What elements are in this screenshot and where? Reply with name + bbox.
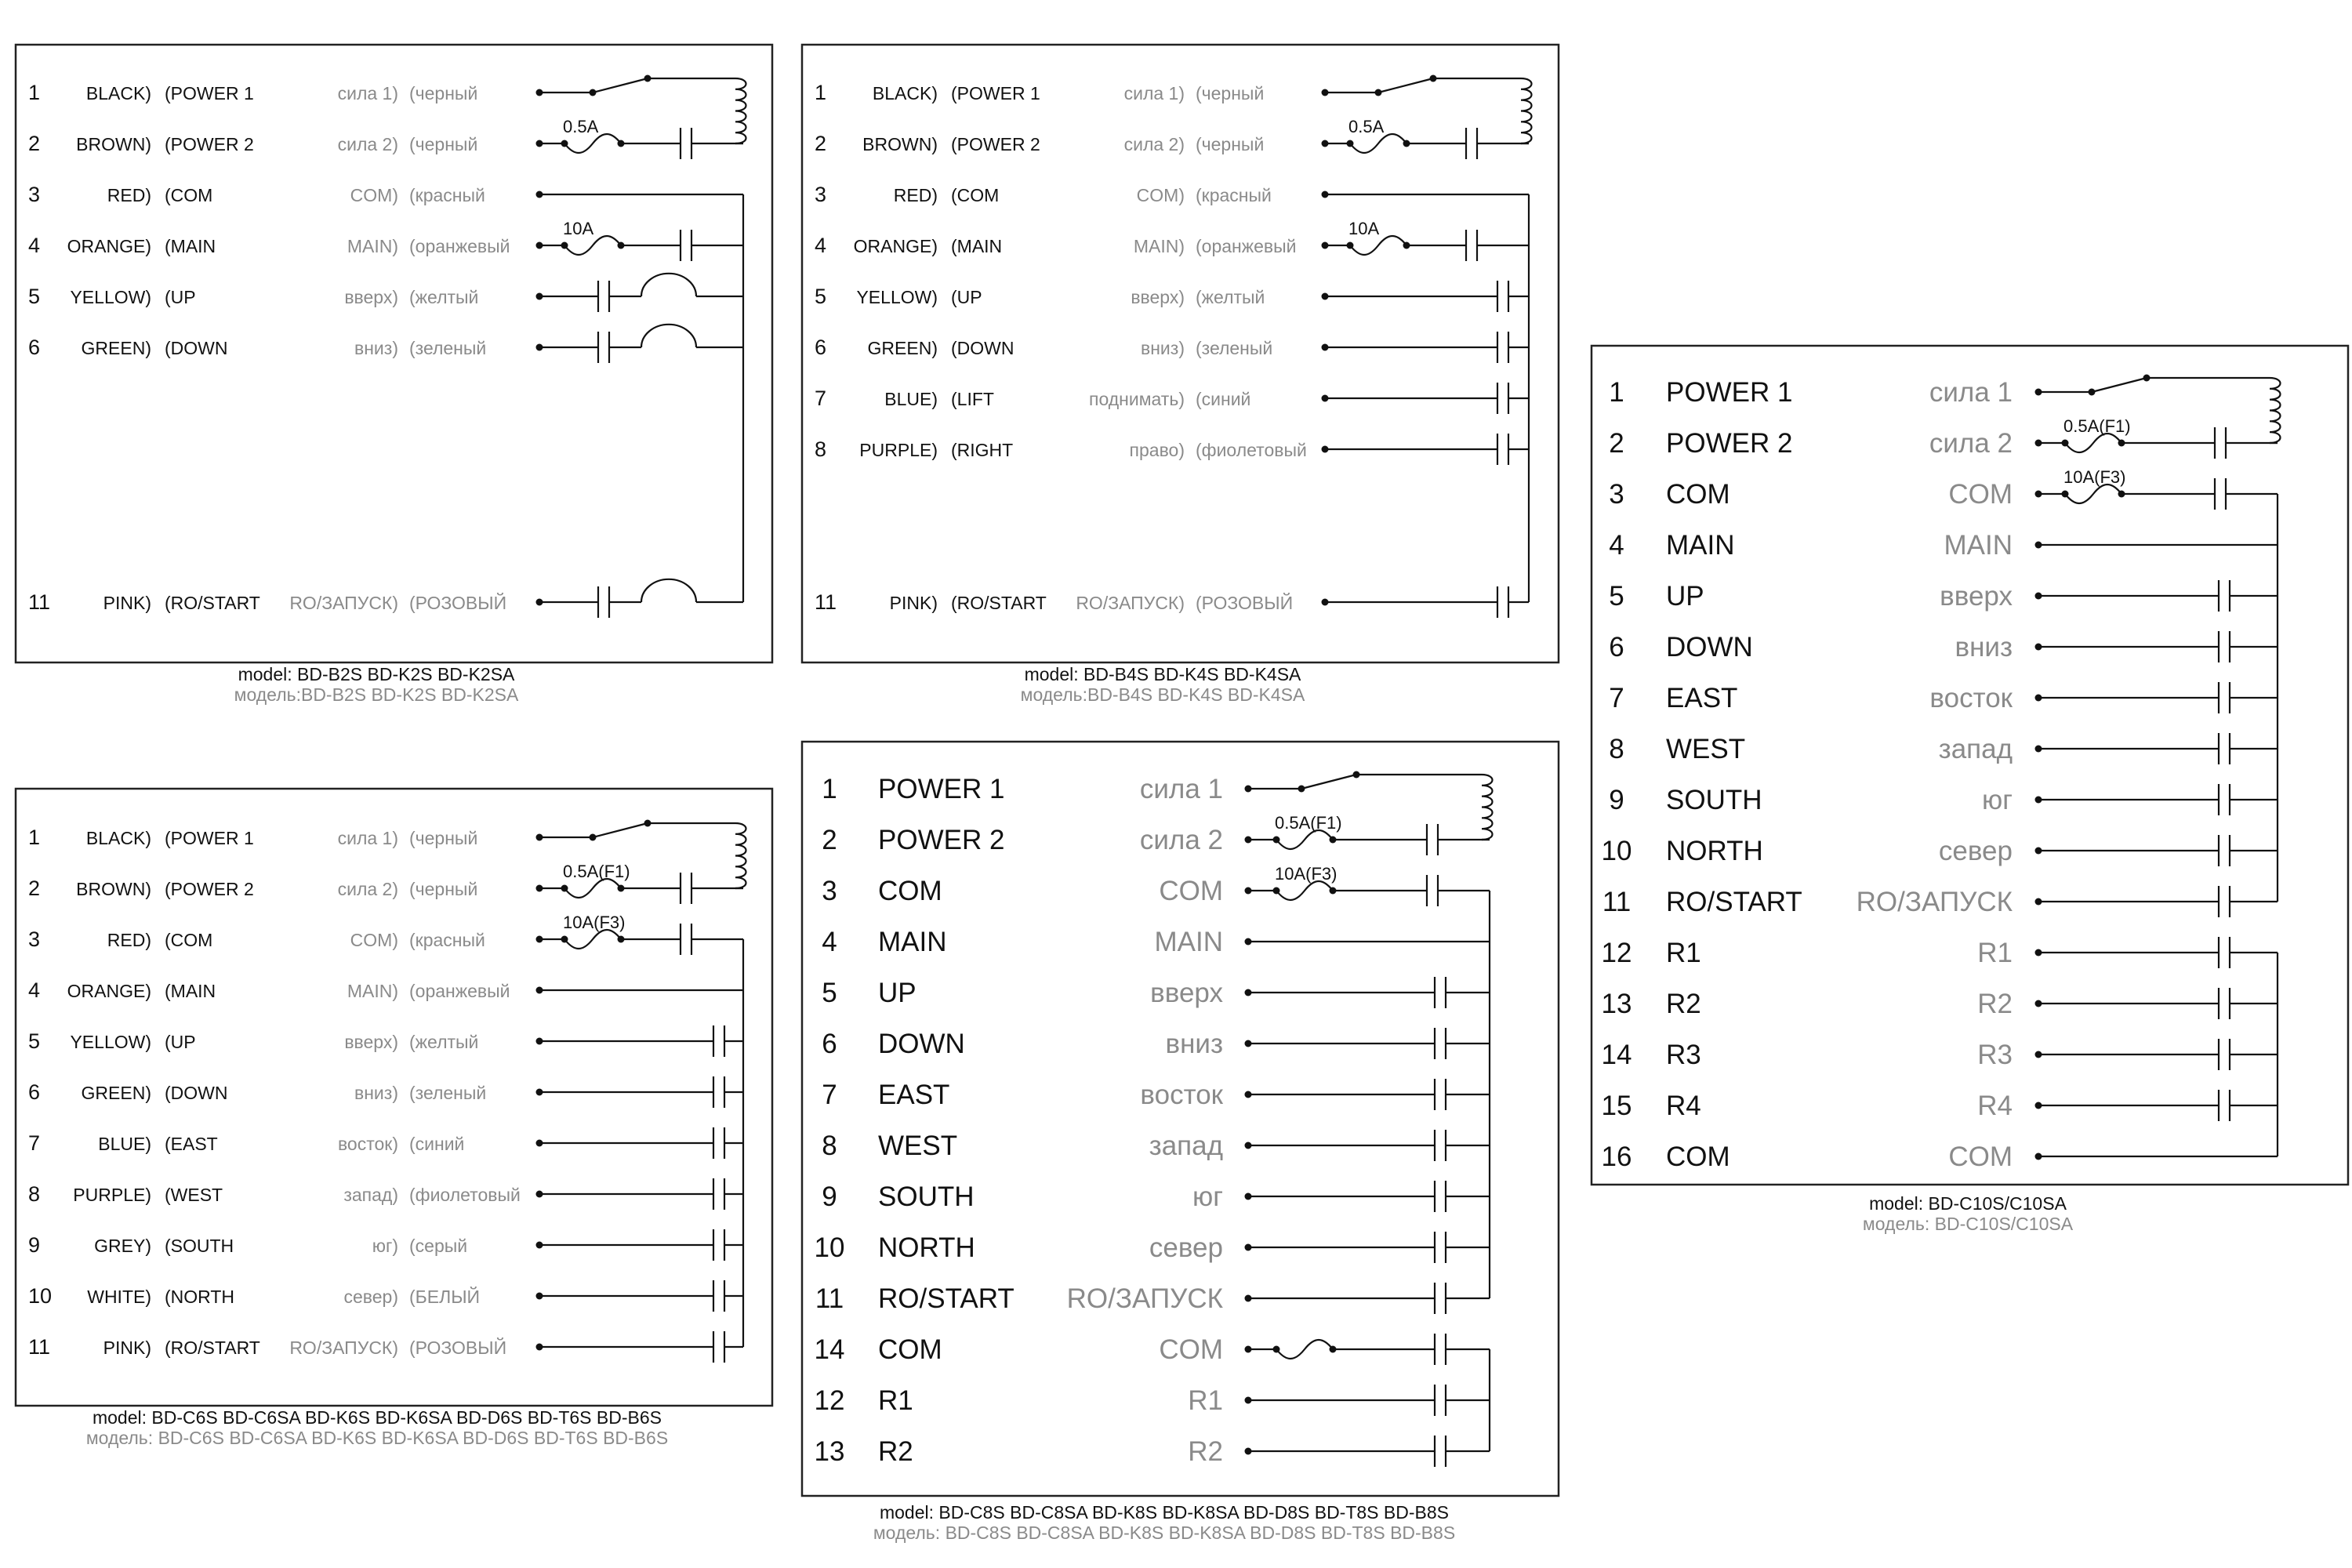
pin-number: 3	[28, 183, 41, 206]
function-label: MAIN	[878, 927, 947, 957]
wire-color-label-ru: (фиолетовый	[1196, 440, 1307, 460]
function-label-ru: MAIN)	[347, 236, 398, 256]
function-label: (POWER 2	[951, 134, 1040, 154]
pin-number: 8	[815, 437, 827, 461]
model-caption-ru: модель: BD-C8S BD-C8SA BD-K8S BD-K8SA BD-D8S BD-T8S BD-B8S	[873, 1523, 1456, 1543]
pin-number: 5	[28, 285, 41, 308]
model-caption-ru: модель: BD-C10S/C10SA	[1862, 1214, 2074, 1234]
function-label-ru: сила 2	[1929, 428, 2013, 459]
function-label-ru: RO/ЗАПУСК	[1066, 1283, 1223, 1314]
pin-number: 6	[1609, 632, 1624, 662]
function-label: DOWN	[1666, 632, 1753, 662]
pin-number: 4	[28, 234, 41, 257]
wire-color-label-ru: (желтый	[1196, 287, 1265, 307]
wire-color-label-ru: (красный	[409, 930, 485, 950]
wire-color-label-ru: (фиолетовый	[409, 1185, 521, 1205]
function-label: R1	[878, 1385, 913, 1416]
pin-number: 5	[822, 978, 837, 1008]
pin-number: 4	[28, 978, 41, 1002]
function-label-ru: сила 2)	[337, 134, 398, 154]
function-label: (UP	[165, 1032, 196, 1052]
wire-color-label: ORANGE)	[67, 981, 151, 1001]
fuse-rating-label: 0.5A	[1348, 117, 1385, 136]
wire-color-label: BLACK)	[85, 83, 151, 103]
pin-number: 1	[28, 81, 41, 104]
wire-color-label: BROWN)	[862, 134, 938, 154]
function-label: (POWER 2	[165, 134, 254, 154]
function-label: (COM	[165, 930, 213, 950]
pin-number: 12	[1601, 938, 1632, 968]
wire-color-label-ru: (зеленый	[1196, 338, 1273, 358]
pin-number: 3	[28, 927, 41, 951]
fuse-rating-label: 10A	[1348, 219, 1380, 238]
function-label-ru: вниз)	[354, 1083, 398, 1103]
wire-color-label: PINK)	[103, 593, 151, 613]
pin-number: 7	[28, 1131, 41, 1155]
function-label-ru: R2	[1977, 989, 2013, 1019]
wire-color-label-ru: (желтый	[409, 287, 479, 307]
function-label-ru: R4	[1977, 1091, 2013, 1121]
function-label: (UP	[165, 287, 196, 307]
function-label: EAST	[878, 1080, 950, 1110]
function-label-ru: право)	[1129, 440, 1185, 460]
function-label-ru: вниз	[1165, 1029, 1223, 1059]
function-label: NORTH	[1666, 836, 1763, 866]
model-caption: model: BD-C6S BD-C6SA BD-K6S BD-K6SA BD-D6S BD-T6S BD-B6S	[92, 1407, 662, 1428]
function-label-ru: MAIN	[1154, 927, 1223, 957]
function-label-ru: R3	[1977, 1040, 2013, 1070]
fuse-rating-label: 0.5A(F1)	[563, 862, 630, 881]
function-label-ru: сила 2	[1139, 825, 1223, 855]
wire-color-label-ru: (зеленый	[409, 1083, 487, 1103]
function-label-ru: сила 2)	[337, 879, 398, 899]
pin-number: 11	[815, 590, 837, 614]
pin-number: 5	[1609, 581, 1624, 612]
wire-color-label: PINK)	[889, 593, 938, 613]
function-label-ru: восток)	[337, 1134, 398, 1154]
pin-number: 16	[1601, 1142, 1632, 1172]
function-label: UP	[1666, 581, 1704, 612]
pin-number: 6	[815, 336, 827, 359]
pin-number: 11	[28, 590, 51, 614]
model-caption: model: BD-B4S BD-K4S BD-K4SA	[1024, 664, 1301, 684]
fuse-rating-label: 0.5A	[563, 117, 599, 136]
pin-number: 8	[822, 1131, 837, 1161]
wire-color-label: YELLOW)	[856, 287, 938, 307]
function-label-ru: COM	[1159, 876, 1223, 906]
function-label-ru: R1	[1188, 1385, 1223, 1416]
function-label: COM	[878, 1334, 942, 1365]
pin-number: 2	[28, 877, 41, 900]
function-label-ru: сила 1)	[1123, 83, 1185, 103]
pin-number: 14	[814, 1334, 845, 1365]
wire-color-label-ru: (РОЗОВЫЙ	[1196, 593, 1294, 613]
function-label: (UP	[951, 287, 982, 307]
wire-color-label: YELLOW)	[70, 1032, 151, 1052]
function-label: R2	[1666, 989, 1701, 1019]
wire-color-label-ru: (красный	[409, 185, 485, 205]
wire-color-label: PURPLE)	[859, 440, 938, 460]
pin-number: 2	[1609, 428, 1624, 459]
function-label: (MAIN	[165, 236, 216, 256]
function-label: (POWER 1	[951, 83, 1040, 103]
model-caption-ru: модель: BD-C6S BD-C6SA BD-K6S BD-K6SA BD-D6S BD-T6S BD-B6S	[85, 1428, 669, 1448]
pin-number: 15	[1601, 1091, 1632, 1121]
pin-number: 1	[822, 774, 837, 804]
pin-number: 9	[28, 1233, 41, 1257]
pin-number: 8	[1609, 734, 1624, 764]
function-label-ru: восток	[1929, 683, 2013, 713]
wire-color-label-ru: (красный	[1196, 185, 1272, 205]
function-label: (NORTH	[165, 1287, 235, 1307]
wire-color-label-ru: (черный	[1196, 134, 1265, 154]
wire-color-label: RED)	[107, 185, 151, 205]
wire-color-label: RED)	[107, 930, 151, 950]
function-label-ru: юг	[1981, 785, 2013, 815]
fuse-rating-label: 10A	[563, 219, 594, 238]
pin-number: 10	[28, 1284, 53, 1308]
function-label-ru: юг)	[372, 1236, 398, 1256]
function-label: (DOWN	[165, 338, 228, 358]
function-label: UP	[878, 978, 916, 1008]
pin-number: 1	[28, 826, 41, 849]
function-label: SOUTH	[878, 1181, 975, 1212]
wire-color-label: GREEN)	[867, 338, 938, 358]
function-label-ru: вниз)	[1141, 338, 1185, 358]
function-label-ru: вверх)	[344, 1032, 398, 1052]
pin-number: 3	[1609, 479, 1624, 510]
function-label: WEST	[878, 1131, 958, 1161]
function-label-ru: R2	[1188, 1436, 1223, 1467]
function-label-ru: COM)	[350, 185, 398, 205]
pin-number: 4	[822, 927, 837, 957]
function-label-ru: восток	[1140, 1080, 1223, 1110]
function-label: (RO/START	[951, 593, 1047, 613]
function-label-ru: MAIN	[1944, 530, 2013, 561]
fuse-rating-label: 0.5A(F1)	[1275, 813, 1342, 833]
function-label: R1	[1666, 938, 1701, 968]
wire-color-label: RED)	[893, 185, 938, 205]
function-label: (LIFT	[951, 389, 994, 409]
wire-color-label-ru: (черный	[1196, 83, 1265, 103]
function-label: (RO/START	[165, 593, 260, 613]
wire-color-label: ORANGE)	[67, 236, 151, 256]
wire-color-label-ru: (черный	[409, 828, 478, 848]
function-label: (SOUTH	[165, 1236, 234, 1256]
pin-number: 13	[1601, 989, 1632, 1019]
pin-number: 3	[815, 183, 827, 206]
function-label-ru: RO/ЗАПУСК)	[289, 1338, 398, 1358]
function-label: RO/START	[878, 1283, 1014, 1314]
wire-color-label-ru: (черный	[409, 134, 478, 154]
wire-color-label-ru: (синий	[409, 1134, 465, 1154]
panel-b4s	[802, 45, 1559, 662]
panel-c6s	[16, 789, 772, 1406]
function-label: EAST	[1666, 683, 1738, 713]
wire-color-label: BLUE)	[98, 1134, 151, 1154]
function-label: COM	[1666, 1142, 1730, 1172]
function-label: POWER 1	[878, 774, 1005, 804]
function-label-ru: MAIN)	[1133, 236, 1185, 256]
pin-number: 4	[815, 234, 827, 257]
function-label-ru: сила 1)	[337, 83, 398, 103]
pin-number: 1	[1609, 377, 1624, 408]
fuse-rating-label: 10A(F3)	[1275, 864, 1338, 884]
wire-color-label: BROWN)	[76, 134, 151, 154]
model-caption: model: BD-C10S/C10SA	[1869, 1193, 2067, 1214]
function-label-ru: COM)	[350, 930, 398, 950]
panel-border	[1592, 346, 2348, 1185]
wire-color-label: BLACK)	[872, 83, 938, 103]
wire-color-label-ru: (черный	[409, 879, 478, 899]
wire-color-label-ru: (синий	[1196, 389, 1251, 409]
model-caption-ru: модель:BD-B4S BD-K4S BD-K4SA	[1020, 684, 1305, 705]
wire-color-label-ru: (БЕЛЫЙ	[409, 1287, 481, 1307]
function-label: (DOWN	[165, 1083, 228, 1103]
function-label-ru: север	[1149, 1232, 1223, 1263]
pin-number: 9	[822, 1181, 837, 1212]
function-label-ru: COM	[1948, 479, 2013, 510]
function-label: (POWER 1	[165, 83, 254, 103]
wire-color-label: PURPLE)	[73, 1185, 151, 1205]
pin-number: 8	[28, 1182, 41, 1206]
pin-number: 6	[28, 1080, 41, 1104]
function-label-ru: вверх)	[344, 287, 398, 307]
model-caption-ru: модель:BD-B2S BD-K2S BD-K2SA	[234, 684, 519, 705]
panel-b2s	[16, 45, 772, 662]
wire-color-label: PINK)	[103, 1338, 151, 1358]
function-label: (WEST	[165, 1185, 223, 1205]
function-label: POWER 2	[878, 825, 1005, 855]
wire-color-label-ru: (оранжевый	[409, 981, 510, 1001]
function-label-ru: сила 1	[1929, 377, 2013, 408]
function-label: (DOWN	[951, 338, 1014, 358]
function-label: SOUTH	[1666, 785, 1762, 815]
function-label: (RIGHT	[951, 440, 1014, 460]
function-label-ru: запад	[1938, 734, 2013, 764]
function-label: MAIN	[1666, 530, 1735, 561]
fuse-rating-label: 10A(F3)	[563, 913, 626, 932]
function-label-ru: вверх)	[1131, 287, 1185, 307]
function-label: RO/START	[1666, 887, 1802, 917]
function-label: (COM	[951, 185, 1000, 205]
function-label: (POWER 1	[165, 828, 254, 848]
pin-number: 3	[822, 876, 837, 906]
function-label-ru: запад)	[343, 1185, 398, 1205]
wire-color-label: BLACK)	[85, 828, 151, 848]
function-label-ru: вверх	[1940, 581, 2013, 612]
function-label-ru: RO/ЗАПУСК	[1856, 887, 2013, 917]
function-label: R3	[1666, 1040, 1701, 1070]
pin-number: 5	[815, 285, 827, 308]
fuse-rating-label: 0.5A(F1)	[2063, 416, 2131, 436]
function-label-ru: R1	[1977, 938, 2013, 968]
function-label: POWER 1	[1666, 377, 1793, 408]
function-label-ru: вниз	[1955, 632, 2013, 662]
function-label-ru: COM)	[1136, 185, 1185, 205]
panel-c8s	[802, 742, 1559, 1496]
wire-color-label: GREY)	[94, 1236, 151, 1256]
fuse-rating-label: 10A(F3)	[2063, 467, 2126, 487]
function-label: (MAIN	[165, 981, 216, 1001]
function-label-ru: сила 2)	[1123, 134, 1185, 154]
pin-number: 10	[1601, 836, 1632, 866]
function-label-ru: COM	[1159, 1334, 1223, 1365]
wire-color-label: BLUE)	[884, 389, 938, 409]
wire-color-label-ru: (желтый	[409, 1032, 479, 1052]
pin-number: 4	[1609, 530, 1624, 561]
wire-color-label-ru: (РОЗОВЫЙ	[409, 1338, 507, 1358]
pin-number: 2	[815, 132, 827, 155]
function-label-ru: запад	[1149, 1131, 1223, 1161]
wire-color-label: GREEN)	[81, 1083, 151, 1103]
function-label-ru: RO/ЗАПУСК)	[1076, 593, 1185, 613]
wire-color-label: BROWN)	[76, 879, 151, 899]
wire-color-label-ru: (оранжевый	[1196, 236, 1297, 256]
function-label: (MAIN	[951, 236, 1003, 256]
wire-color-label: ORANGE)	[853, 236, 938, 256]
model-caption: model: BD-B2S BD-K2S BD-K2SA	[238, 664, 515, 684]
function-label: (COM	[165, 185, 213, 205]
pin-number: 11	[28, 1335, 51, 1359]
model-caption: model: BD-C8S BD-C8SA BD-K8S BD-K8SA BD-D8S BD-T8S BD-B8S	[879, 1502, 1450, 1523]
pin-number: 10	[814, 1232, 845, 1263]
pin-number: 12	[814, 1385, 845, 1416]
function-label-ru: север	[1938, 836, 2013, 866]
function-label-ru: RO/ЗАПУСК)	[289, 593, 398, 613]
wire-color-label: GREEN)	[81, 338, 151, 358]
wire-color-label-ru: (серый	[409, 1236, 468, 1256]
function-label: (POWER 2	[165, 879, 254, 899]
wire-color-label-ru: (зеленый	[409, 338, 487, 358]
function-label-ru: сила 1)	[337, 828, 398, 848]
function-label: COM	[1666, 479, 1730, 510]
function-label: R2	[878, 1436, 913, 1467]
function-label: WEST	[1666, 734, 1746, 764]
function-label: (EAST	[165, 1134, 218, 1154]
function-label-ru: MAIN)	[347, 981, 398, 1001]
function-label-ru: вниз)	[354, 338, 398, 358]
pin-number: 1	[815, 81, 827, 104]
function-label: (RO/START	[165, 1338, 260, 1358]
wire-color-label-ru: (РОЗОВЫЙ	[409, 593, 507, 613]
function-label-ru: COM	[1948, 1142, 2013, 1172]
function-label-ru: поднимать)	[1089, 389, 1185, 409]
function-label: COM	[878, 876, 942, 906]
pin-number: 7	[815, 387, 827, 410]
pin-number: 6	[28, 336, 41, 359]
pin-number: 6	[822, 1029, 837, 1059]
pin-number: 7	[1609, 683, 1624, 713]
function-label: NORTH	[878, 1232, 975, 1263]
pin-number: 13	[814, 1436, 845, 1467]
pin-number: 5	[28, 1029, 41, 1053]
function-label-ru: сила 1	[1139, 774, 1223, 804]
function-label-ru: север)	[343, 1287, 398, 1307]
wire-color-label: YELLOW)	[70, 287, 151, 307]
wire-color-label: WHITE)	[87, 1287, 151, 1307]
pin-number: 7	[822, 1080, 837, 1110]
pin-number: 11	[815, 1283, 844, 1314]
function-label: DOWN	[878, 1029, 965, 1059]
pin-number: 11	[1602, 887, 1632, 917]
pin-number: 2	[822, 825, 837, 855]
wire-color-label-ru: (черный	[409, 83, 478, 103]
function-label: R4	[1666, 1091, 1701, 1121]
pin-number: 9	[1609, 785, 1624, 815]
panel-c10s	[1592, 346, 2348, 1185]
function-label: POWER 2	[1666, 428, 1793, 459]
pin-number: 14	[1601, 1040, 1632, 1070]
function-label-ru: вверх	[1150, 978, 1223, 1008]
wire-color-label-ru: (оранжевый	[409, 236, 510, 256]
pin-number: 2	[28, 132, 41, 155]
function-label-ru: юг	[1192, 1181, 1223, 1212]
